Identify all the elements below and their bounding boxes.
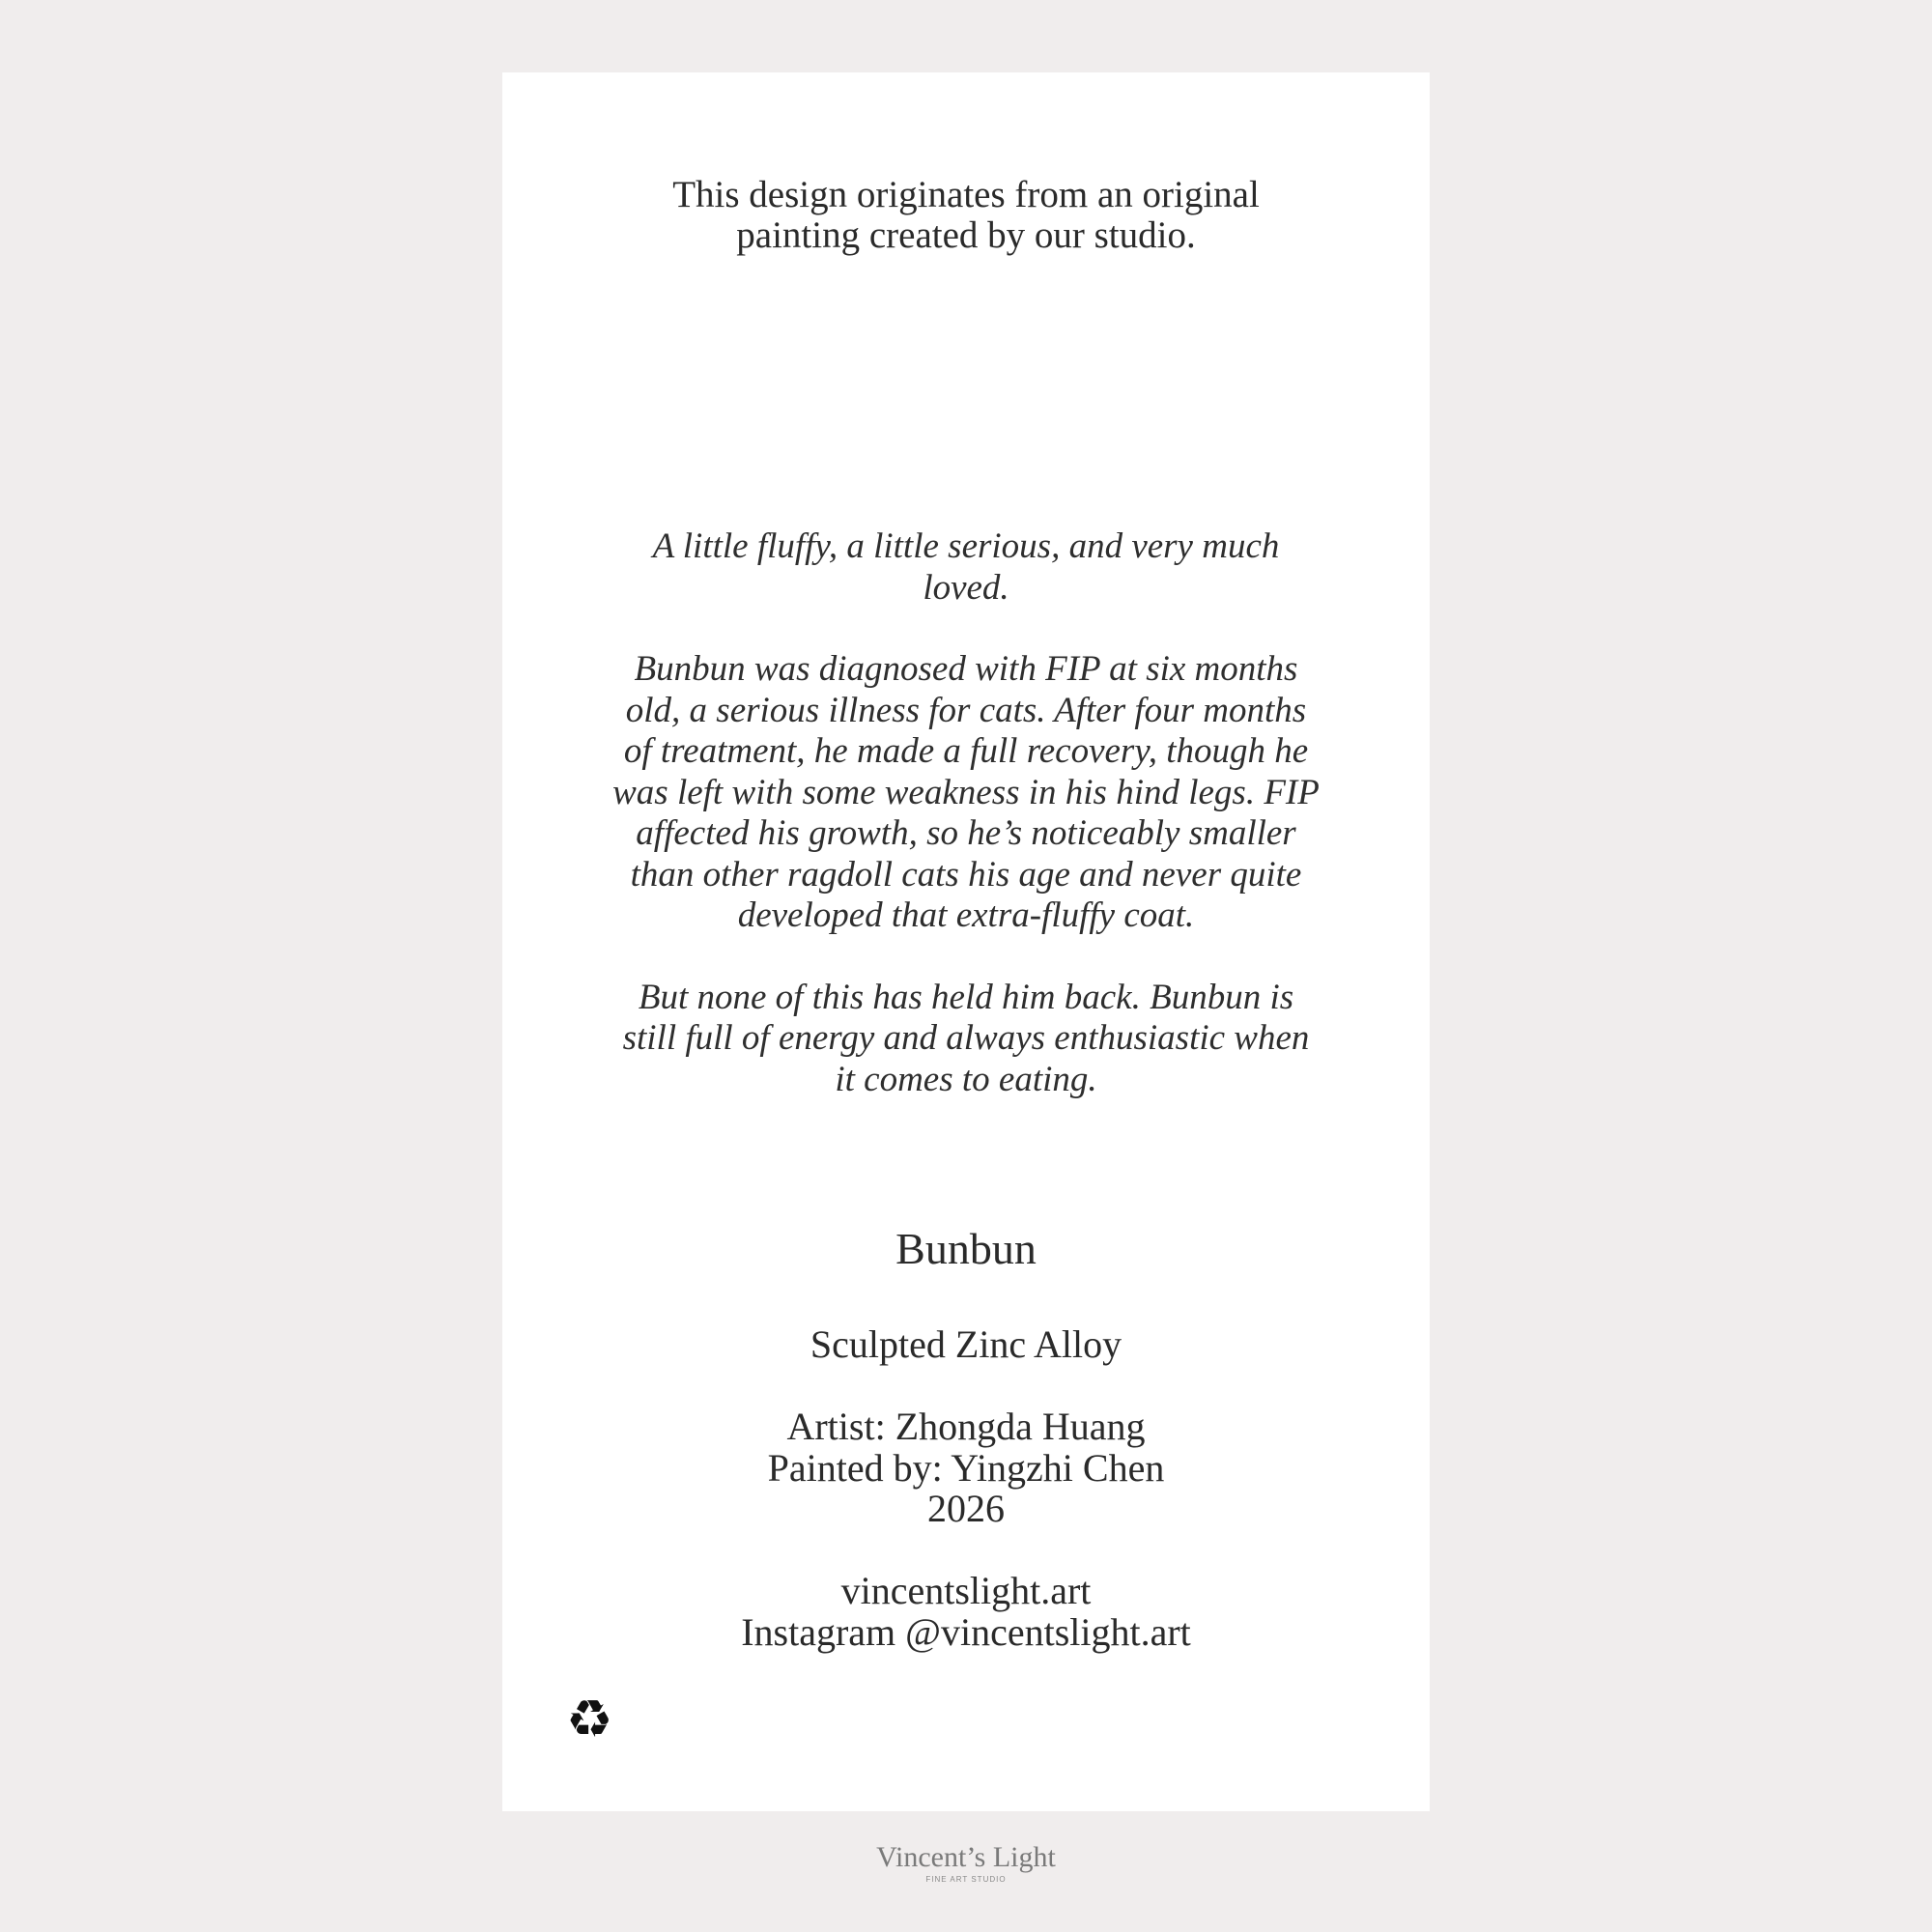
artwork-title: Bunbun [895,1224,1037,1273]
story-paragraph-2: But none of this has held him back. Bunbun is still full of energy and always enthusiastic when it comes to eating. [622,977,1310,1099]
tagline: A little fluffy, a little serious, and very much loved. [652,526,1280,608]
info-card [502,72,1430,1811]
painter-credit: Painted by: Yingzhi Chen [767,1445,1165,1490]
recycle-icon: ♻ [566,1689,613,1749]
brand-name: Vincent’s Light [876,1841,1056,1873]
artwork-material: Sculpted Zinc Alloy [810,1322,1122,1366]
brand-subtitle: FINE ART STUDIO [925,1875,1007,1884]
story-text [502,526,1430,1100]
credits [502,1406,1430,1530]
intro-paragraph: This design originates from an original painting created by our studio. [672,174,1260,256]
website-link: vincentslight.art [840,1569,1092,1612]
artist-credit: Artist: Zhongda Huang [786,1405,1146,1448]
intro-text [502,175,1430,256]
story-paragraph-1: Bunbun was diagnosed with FIP at six months old, a serious illness for cats. After four months of treatment, he made a full recovery, though he was left with some weakness in his hind legs. FIP affected his growth, so he’s noticeably smaller than other ragdoll cats his age and never quite developed that extra-fluffy coat. [612,649,1320,935]
instagram-handle: Instagram @vincentslight.art [741,1609,1191,1654]
year: 2026 [927,1487,1005,1530]
contact-links [502,1571,1430,1653]
brand-logo [0,1840,1932,1885]
